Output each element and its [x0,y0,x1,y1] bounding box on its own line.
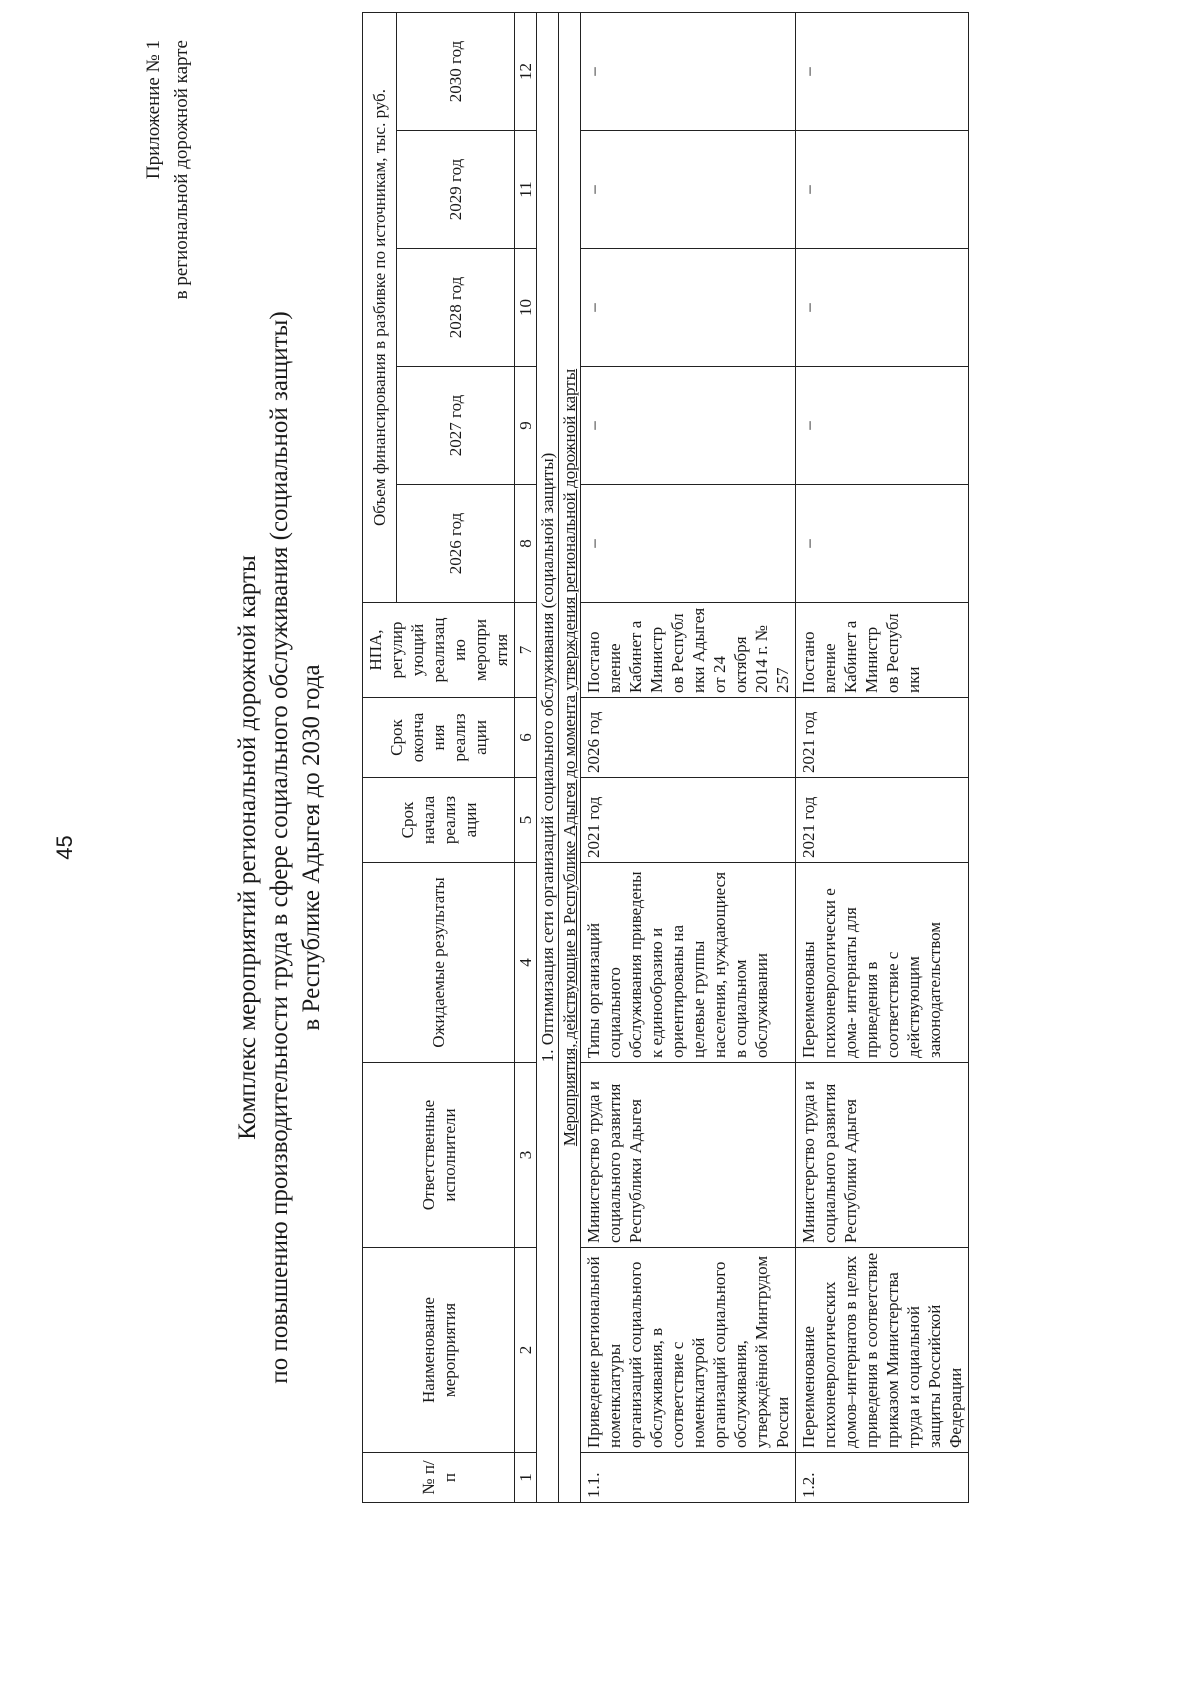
header-executors: Ответственные исполнители [363,1063,515,1248]
section-title: 1. Оптимизация сети организаций социального обслуживания (социальной защиты) [537,12,559,1502]
header-start: Срок начала реализ ации [363,778,515,863]
col-number: 12 [515,12,537,130]
table-row [581,12,796,1502]
row-name: Приведение региональной номенклатуры организаций социального обслуживания, в соответствие с номенклатурой организаций социального обслуживания, утверждённой Минтрудом России [581,1248,796,1453]
header-npa: НПА, регулир ующий реализац ию меропри ятия [363,603,515,698]
col-number: 11 [515,131,537,249]
annex-line-1: Приложение № 1 [143,40,164,180]
row-start: 2021 год [581,778,796,863]
annex-label [140,40,196,299]
col-number: 7 [515,603,537,698]
row-executors: Министерство труда и социального развития Республики Адыгея [796,1063,969,1248]
page-number: 45 [52,835,77,860]
row-npa: Постано вление Кабинет а Министр ов Республ ики [796,603,969,698]
col-number: 1 [515,1453,537,1503]
header-year-2026: 2026 год [396,485,514,603]
row-end: 2021 год [796,698,969,778]
row-funding-2029: – [796,131,969,249]
title-line-3: в Республике Адыгея до 2030 года [298,664,325,1031]
row-funding-2029: – [581,131,796,249]
row-funding-2028: – [796,249,969,367]
section-row [537,12,559,1502]
header-results: Ожидаемые результаты [363,863,515,1063]
subsection-title-text: Мероприятия, действующие в Республике Адыгея до момента утверждения региональной дорожной карты [560,368,579,1147]
title-line-1: Комплекс мероприятий региональной дорожной карты [234,555,261,1140]
row-funding-2027: – [796,367,969,485]
row-funding-2028: – [581,249,796,367]
header-year-2027: 2027 год [396,367,514,485]
row-npa: Постано вление Кабинет а Министр ов Республ ики Адыгея от 24 октября 2014 г. № 257 [581,603,796,698]
row-funding-2026: – [796,485,969,603]
row-name: Переименование психоневрологических домов–интернатов в целях приведения в соответствие приказом Министерства труда и социальной защиты Российской Федерации [796,1248,969,1453]
col-number: 8 [515,485,537,603]
annex-line-2: в региональной дорожной карте [171,40,192,300]
col-number: 6 [515,698,537,778]
col-number: 9 [515,367,537,485]
header-funding: Объем финансирования в разбивке по источникам, тыс. руб. [363,12,397,602]
row-end: 2026 год [581,698,796,778]
col-number: 3 [515,1063,537,1248]
column-number-row [515,12,537,1502]
header-row [363,12,397,1502]
measures-table [362,12,969,1503]
title-line-2: по повышению производительности труда в сфере социального обслуживания (социальной защиты) [266,311,293,1384]
row-funding-2027: – [581,367,796,485]
subsection-row [559,12,581,1502]
row-funding-2026: – [581,485,796,603]
row-num: 1.2. [796,1453,969,1503]
table-row [796,12,969,1502]
col-number: 5 [515,778,537,863]
row-executors: Министерство труда и социального развития Республики Адыгея [581,1063,796,1248]
header-end: Срок оконча ния реализ ации [363,698,515,778]
header-name: Наименование мероприятия [363,1248,515,1453]
subsection-title [559,12,581,1502]
header-year-2030: 2030 год [396,12,514,130]
col-number: 2 [515,1248,537,1453]
row-results: Переименованы психоневрологически е дома- интернаты для приведения в соответствие с действующим законодательством [796,863,969,1063]
row-funding-2030: – [796,12,969,130]
header-year-2029: 2029 год [396,131,514,249]
header-year-2028: 2028 год [396,249,514,367]
row-funding-2030: – [581,12,796,130]
header-num: № п/п [363,1453,515,1503]
col-number: 4 [515,863,537,1063]
document-title [232,0,328,1695]
row-results: Типы организаций социального обслуживания приведены к единообразию и ориентированы на целевые группы населения, нуждающиеся в социальном обслуживании [581,863,796,1063]
col-number: 10 [515,249,537,367]
row-num: 1.1. [581,1453,796,1503]
row-start: 2021 год [796,778,969,863]
